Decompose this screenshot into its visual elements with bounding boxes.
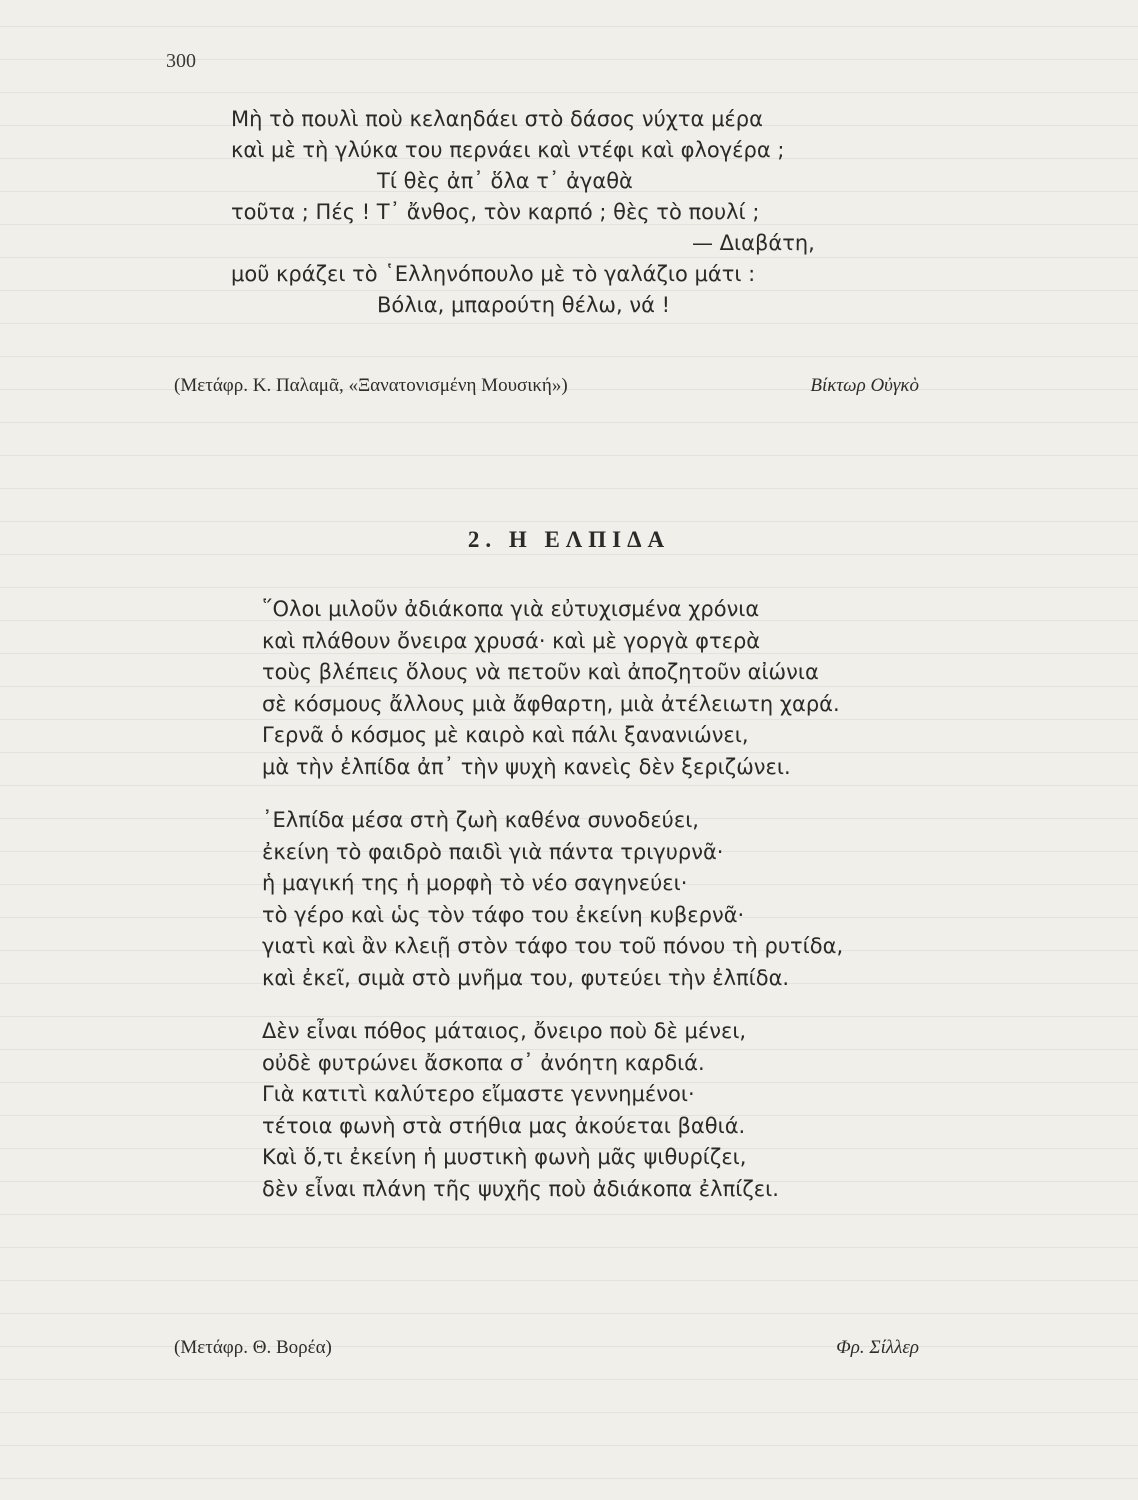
poem-line: ᾿Ελπίδα μέσα στὴ ζωὴ καθένα συνοδεύει, bbox=[262, 808, 699, 832]
poem-line: τὸ γέρο καὶ ὡς τὸν τάφο του ἐκείνη κυβερνᾶ· bbox=[262, 902, 745, 927]
stanza bbox=[262, 1016, 982, 1205]
author-credit: Φρ. Σίλλερ bbox=[836, 1337, 919, 1358]
poem-line: ῞Ολοι μιλοῦν ἀδιάκοπα γιὰ εὐτυχισμένα χρόνια bbox=[262, 597, 760, 621]
poem-line: Βόλια, μπαρούτη θέλω, νά ! bbox=[377, 293, 671, 317]
poem-schiller bbox=[262, 594, 982, 1227]
poem-line: ἡ μαγική της ἡ μορφὴ τὸ νέο σαγηνεύει· bbox=[262, 871, 688, 895]
stanza bbox=[262, 805, 982, 994]
poem-line: καὶ μὲ τὴ γλύκα του περνάει καὶ ντέφι καὶ φλογέρα ; bbox=[231, 138, 785, 162]
poem-line: Καὶ ὅ,τι ἐκείνη ἡ μυστικὴ φωνὴ μᾶς ψιθυρίζει, bbox=[262, 1145, 747, 1169]
poem-line: ἐκείνη τὸ φαιδρὸ παιδὶ γιὰ πάντα τριγυρνᾶ· bbox=[262, 839, 724, 864]
section-title: 2. Η ΕΛΠΙΔΑ bbox=[467, 527, 671, 552]
poem-line: Γιὰ κατιτὶ καλύτερο εἴμαστε γεννημένοι· bbox=[262, 1082, 695, 1106]
poem-line: Δὲν εἶναι πόθος μάταιος, ὄνειρο ποὺ δὲ μένει, bbox=[262, 1019, 747, 1043]
poem-line: σὲ κόσμους ἄλλους μιὰ ἄφθαρτη, μιὰ ἀτέλειωτη χαρά. bbox=[262, 691, 840, 716]
poem-line: τοῦτα ; Πές ! Τ᾿ ἄνθος, τὸν καρπό ; θὲς τὸ πουλί ; bbox=[231, 200, 760, 224]
poem-hugo-credit bbox=[174, 375, 919, 397]
poem-line: μοῦ κράζει τὸ ῾Ελληνόπουλο μὲ τὸ γαλάζιο μάτι : bbox=[231, 262, 756, 286]
poem-line: Γερνᾶ ὁ κόσμος μὲ καιρὸ καὶ πάλι ξανανιώνει, bbox=[262, 723, 749, 747]
poem-schiller-credit bbox=[174, 1337, 919, 1359]
poem-hugo bbox=[231, 104, 931, 321]
poem-line: οὐδὲ φυτρώνει ἄσκοπα σ᾿ ἀνόητη καρδιά. bbox=[262, 1050, 705, 1075]
translator-credit: (Μετάφρ. Θ. Βορέα) bbox=[174, 1337, 332, 1358]
poem-line: — Διαβάτη, bbox=[692, 231, 815, 255]
translator-credit: (Μετάφρ. Κ. Παλαμᾶ, «Ξανατονισμένη Μουσική») bbox=[174, 375, 568, 396]
poem-line: καὶ ἐκεῖ, σιμὰ στὸ μνῆμα του, φυτεύει τὴν ἐλπίδα. bbox=[262, 965, 790, 990]
poem-line: μὰ τὴν ἐλπίδα ἀπ᾿ τὴν ψυχὴ κανεὶς δὲν ξεριζώνει. bbox=[262, 754, 791, 779]
author-credit: Βίκτωρ Οὐγκὸ bbox=[810, 375, 919, 396]
page-number: 300 bbox=[166, 50, 196, 72]
poem-line: Τί θὲς ἀπ᾿ ὅλα τ᾿ ἀγαθὰ bbox=[377, 169, 633, 193]
poem-line: τοὺς βλέπεις ὅλους νὰ πετοῦν καὶ ἀποζητοῦν αἰώνια bbox=[262, 660, 819, 684]
poem-line: καὶ πλάθουν ὄνειρα χρυσά· καὶ μὲ γοργὰ φτερὰ bbox=[262, 628, 761, 653]
stanza bbox=[262, 594, 982, 783]
poem-line: τέτοια φωνὴ στὰ στήθια μας ἀκούεται βαθιά. bbox=[262, 1113, 746, 1138]
poem-line: δὲν εἶναι πλάνη τῆς ψυχῆς ποὺ ἀδιάκοπα ἐλπίζει. bbox=[262, 1176, 779, 1201]
poem-line: Μὴ τὸ πουλὶ ποὺ κελαηδάει στὸ δάσος νύχτα μέρα bbox=[231, 107, 763, 131]
poem-line: γιατὶ καὶ ἂν κλειῇ στὸν τάφο του τοῦ πόνου τὴ ρυτίδα, bbox=[262, 934, 844, 958]
